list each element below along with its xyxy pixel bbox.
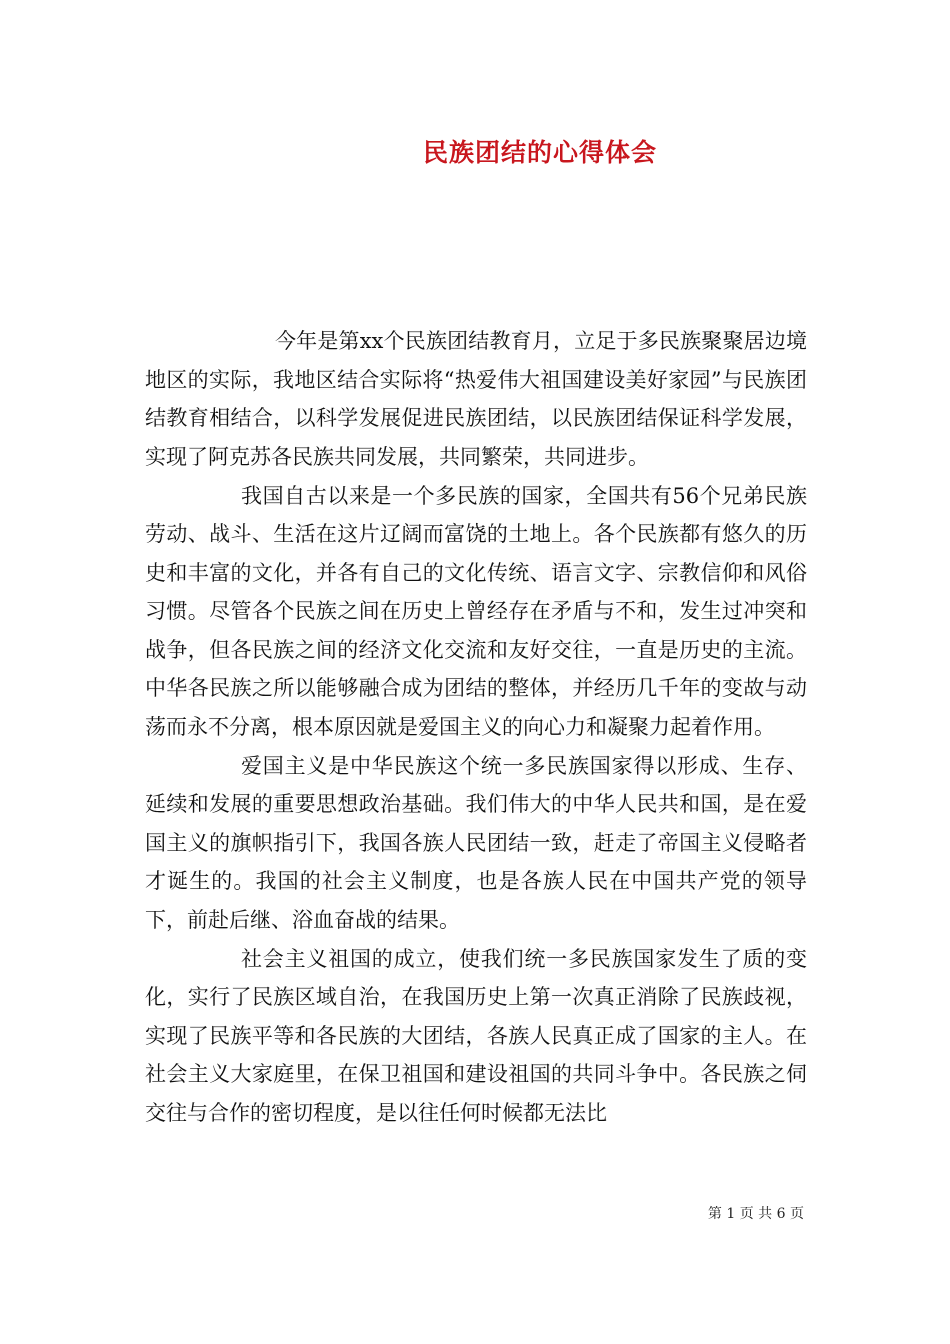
paragraph-1: 今年是第xx个民族团结教育月，立足于多民族聚聚居边境地区的实际，我地区结合实际将“热爱伟大祖国建设美好家园”与民族团结教育相结合，以科学发展促进民族团结，以民族团结保证科学发展，实现了阿克苏各民族共同发展，共同繁荣，共同进步。	[145, 329, 807, 469]
paragraph-4: 社会主义祖国的成立，使我们统一多民族国家发生了质的变化，实行了民族区域自治，在我国历史上第一次真正消除了民族歧视，实现了民族平等和各民族的大团结，各族人民真正成了国家的主人。在社会主义大家庭里，在保卫祖国和建设祖国的共同斗争中。各民族之伺交往与合作的密切程度，是以往任何时候都无法比	[145, 946, 807, 1125]
paragraph-3: 爱国主义是中华民族这个统一多民族国家得以形成、生存、延续和发展的重要思想政治基础。我们伟大的中华人民共和国，是在爱国主义的旗帜指引下，我国各族人民团结一致，赶走了帝国主义侵略者才诞生的。我国的社会主义制度，也是各族人民在中国共产党的领导下，前赴后继、浴血奋战的结果。	[145, 753, 807, 932]
document-title: 民族团结的心得体会	[422, 138, 657, 167]
document-body	[145, 322, 807, 1133]
page-number-footer: 第 1 页 共 6 页	[707, 1206, 804, 1222]
paragraph-2: 我国自古以来是一个多民族的国家，全国共有56个兄弟民族劳动、战斗、生活在这片辽阔而富饶的土地上。各个民族都有悠久的历史和丰富的文化，并各有自己的文化传统、语言文字、宗教信仰和风俗习惯。尽管各个民族之间在历史上曾经存在矛盾与不和，发生过冲突和战争，但各民族之间的经济文化交流和友好交往，一直是历史的主流。中华各民族之所以能够融合成为团结的整体，并经历几千年的变故与动荡而永不分离，根本原因就是爱国主义的向心力和凝聚力起着作用。	[145, 483, 807, 739]
